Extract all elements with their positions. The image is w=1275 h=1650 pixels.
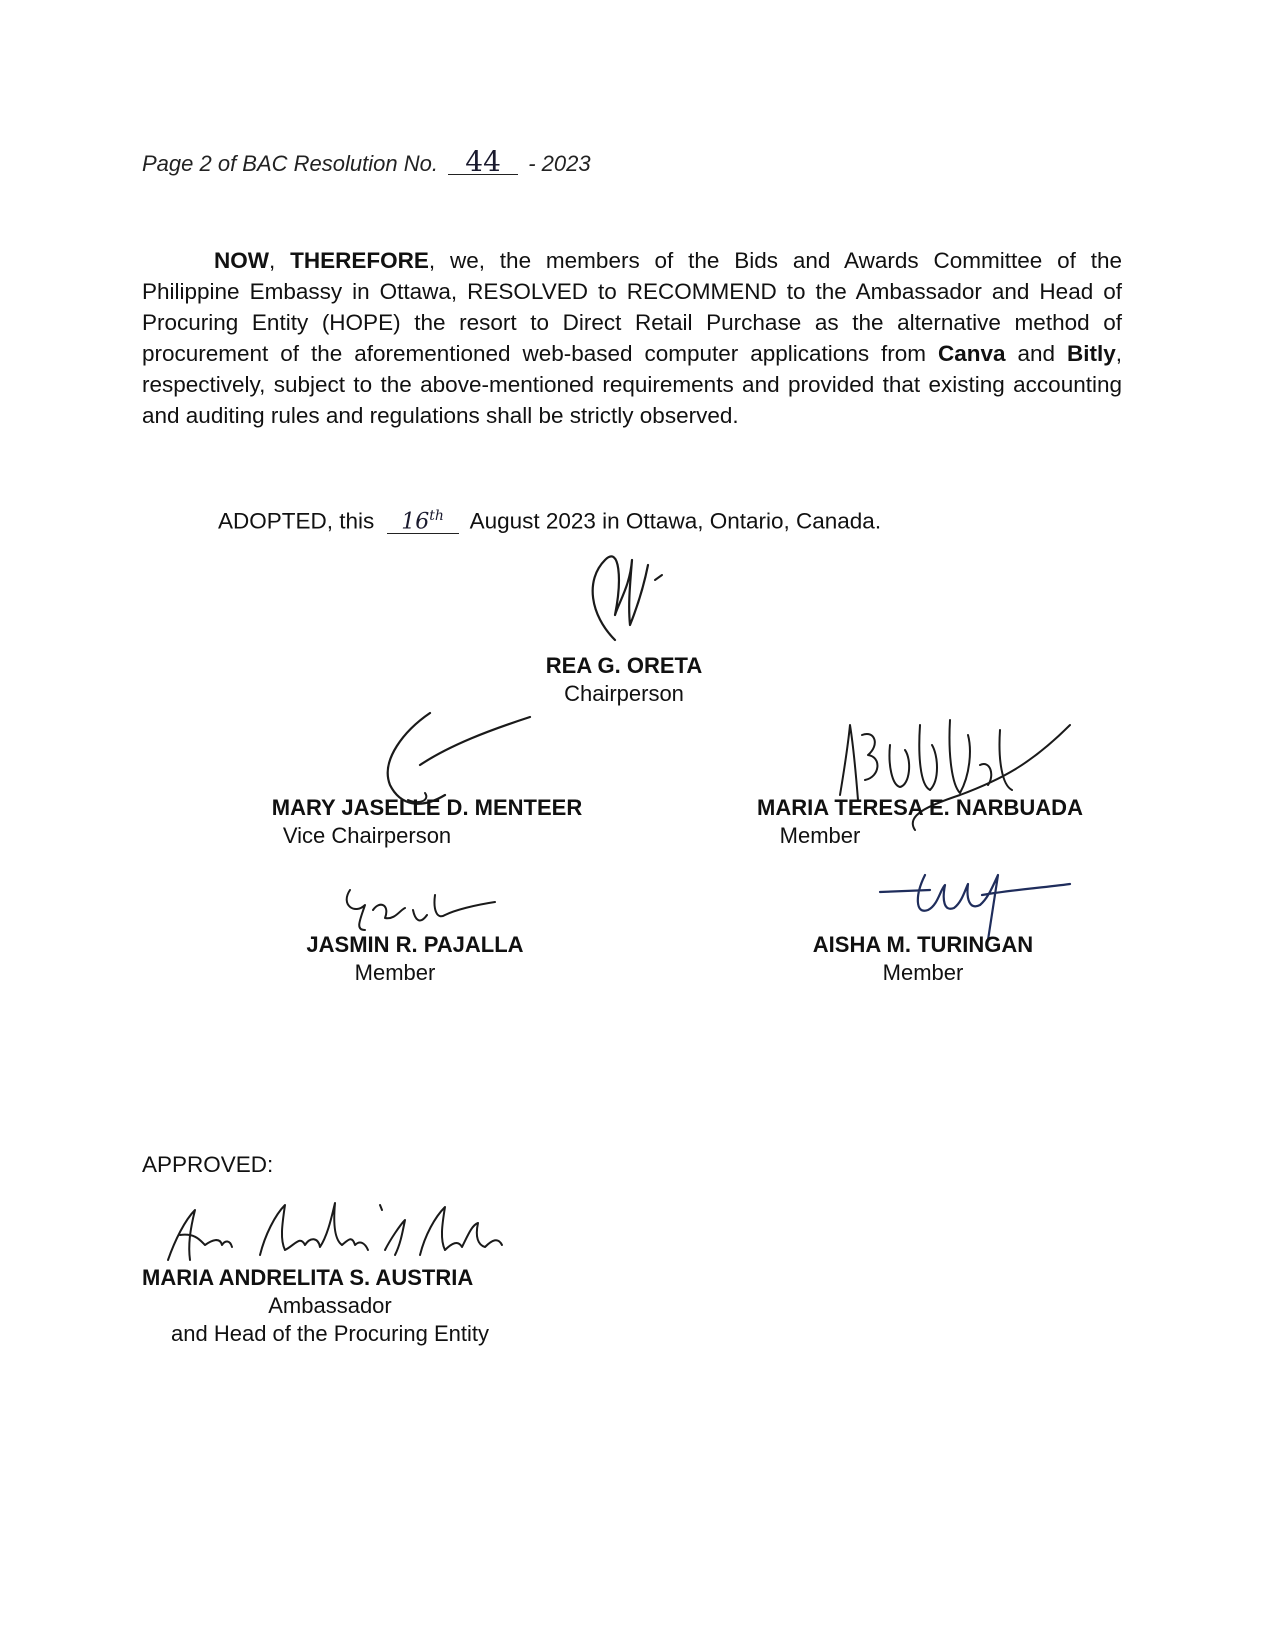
vice-chair-name: MARY JASELLE D. MENTEER — [271, 795, 583, 820]
chair-title: Chairperson — [564, 681, 684, 706]
text-run: , respectively, subject to the above-mentioned requirements and provided that existing accounting and auditing rules and regulations shall be strictly observed. — [142, 341, 1122, 428]
member-3-name: AISHA M. TURINGAN — [812, 932, 1034, 957]
approved-label: APPROVED: — [142, 1152, 274, 1177]
header-suffix: - 2023 — [528, 151, 591, 176]
ambassador-name: MARIA ANDRELITA S. AUSTRIA — [142, 1265, 474, 1290]
ambassador-title-line1: Ambassador — [268, 1293, 392, 1318]
member-3-title: Member — [882, 960, 964, 985]
bold-now: NOW — [214, 248, 269, 273]
resolution-paragraph — [142, 245, 1122, 431]
signature-ambassador — [150, 1195, 530, 1270]
vice-chair-title: Vice Chairperson — [282, 823, 452, 848]
member-2-title: Member — [354, 960, 436, 985]
header-prefix: Page 2 of BAC Resolution No. — [142, 151, 438, 176]
member-1-name: MARIA TERESA E. NARBUADA — [757, 795, 1083, 820]
bold-therefore: THEREFORE — [290, 248, 429, 273]
signature-member-2 — [335, 880, 505, 940]
page-header — [142, 145, 591, 178]
text-run: , — [269, 248, 291, 273]
text-run: and — [1005, 341, 1067, 366]
chair-name: REA G. ORETA — [545, 653, 703, 678]
signature-chair — [560, 545, 700, 655]
ambassador-title-line2: and Head of the Procuring Entity — [171, 1321, 489, 1346]
adopted-line — [218, 505, 881, 534]
adopted-prefix: ADOPTED, this — [218, 508, 375, 534]
adopted-day-suffix: th — [429, 508, 444, 524]
adopted-day — [387, 505, 459, 534]
bold-bitly: Bitly — [1066, 341, 1116, 366]
bold-canva: Canva — [937, 341, 1006, 366]
adopted-suffix: August 2023 in Ottawa, Ontario, Canada. — [469, 508, 882, 534]
text-run: , we, the members of the Bids and Awards Committee of the Philippine Embassy in Ottawa, RESOLVED to RECOMMEND to the Ambassador and Head of Procuring Entity (HOPE) the resort to Direct Retail Purchase as the alternative method of procurement of the aforementioned web-based computer applications from — [142, 248, 1122, 366]
member-2-name: JASMIN R. PAJALLA — [306, 932, 524, 957]
adopted-day-number: 16 — [401, 509, 430, 535]
member-1-title: Member — [779, 823, 861, 848]
resolution-number: 44 — [448, 150, 518, 175]
